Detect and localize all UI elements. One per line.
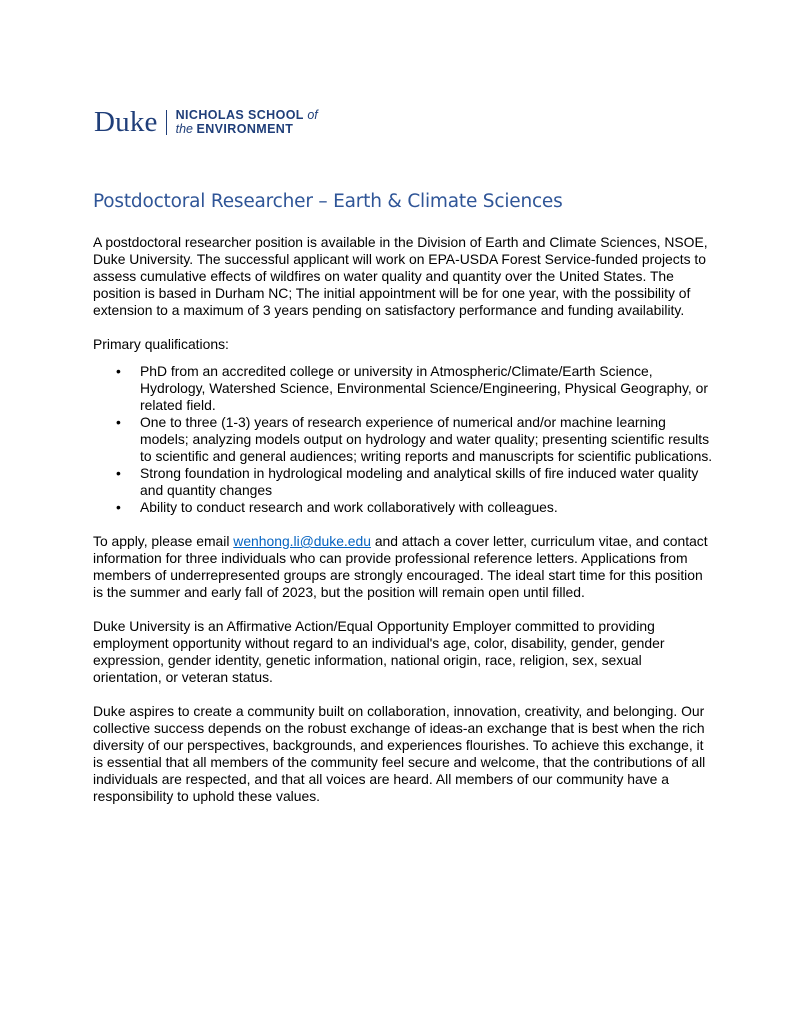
apply-text-after: and attach a cover letter, curriculum vitae, and contact information for three individuals who can provide professional reference letters. Applications from members of underrepresented groups are strongly encouraged. The ideal start time for this position is the summer and early fall of 2023, but the position will remain open until filled.: [93, 533, 708, 600]
logo-school-the: the: [175, 122, 194, 136]
logo-divider: [166, 110, 167, 135]
email-link[interactable]: wenhong.li@duke.edu: [233, 533, 371, 549]
bullet-icon: •: [116, 465, 121, 481]
logo-school-line2: ENVIRONMENT: [196, 122, 294, 136]
intro-paragraph: A postdoctoral researcher position is available in the Division of Earth and Climate Sciences, NSOE, Duke University. The successful applicant will work on EPA-USDA Forest Service-funded projects to assess cumulative effects of wildfires on water quality and quantity over the United States. The position is based in Durham NC; The initial appointment will be for one year, with the possibility of extension to a maximum of 3 years pending on satisfactory performance and funding availability.: [93, 234, 708, 318]
bullet-icon: •: [116, 499, 121, 515]
qualification-text: Strong foundation in hydrological modeling and analytical skills of fire induced water quality and quantity changes: [140, 465, 699, 498]
eeo-paragraph: Duke University is an Affirmative Action/Equal Opportunity Employer committed to providing employment opportunity without regard to an individual's age, color, disability, gender, gender expression, gender identity, genetic information, national origin, race, religion, sex, sexual orientation, or veteran status.: [93, 618, 665, 685]
logo-school-name: [176, 108, 318, 136]
page-title: Postdoctoral Researcher – Earth & Climate Sciences: [93, 191, 563, 212]
qualification-text: PhD from an accredited college or university in Atmospheric/Climate/Earth Science, Hydrology, Watershed Science, Environmental Science/Engineering, Physical Geography, or related field.: [140, 363, 709, 413]
document-body: [93, 234, 713, 822]
logo-duke-wordmark: Duke: [94, 106, 158, 138]
bullet-icon: •: [116, 363, 121, 379]
qualification-text: Ability to conduct research and work collaboratively with colleagues.: [140, 499, 558, 515]
diversity-paragraph: Duke aspires to create a community built on collaboration, innovation, creativity, and belonging. Our collective success depends on the robust exchange of ideas-an exchange that is best when the rich diversity of our perspectives, backgrounds, and experiences flourishes. To achieve this exchange, it is essential that all members of the community feel secure and welcome, that the contributions of all individuals are respected, and that all voices are heard. All members of our community have a responsibility to uphold these values.: [93, 703, 706, 804]
logo-school-of: of: [307, 108, 318, 122]
list-item: [93, 465, 713, 499]
apply-text-before: To apply, please email: [93, 533, 234, 549]
qualifications-list: [93, 363, 713, 516]
list-item: [93, 414, 713, 465]
logo-school-line1: NICHOLAS SCHOOL: [175, 108, 304, 122]
bullet-icon: •: [116, 414, 121, 430]
apply-paragraph: [93, 533, 713, 601]
qualification-text: One to three (1-3) years of research experience of numerical and/or machine learning models; analyzing models output on hydrology and water quality; presenting scientific results to scientific and general audiences; writing reports and manuscripts for scientific publications.: [140, 414, 713, 464]
duke-nicholas-school-logo: [94, 107, 318, 137]
qualifications-heading: Primary qualifications:: [93, 336, 229, 352]
list-item: [93, 499, 713, 516]
list-item: [93, 363, 713, 414]
